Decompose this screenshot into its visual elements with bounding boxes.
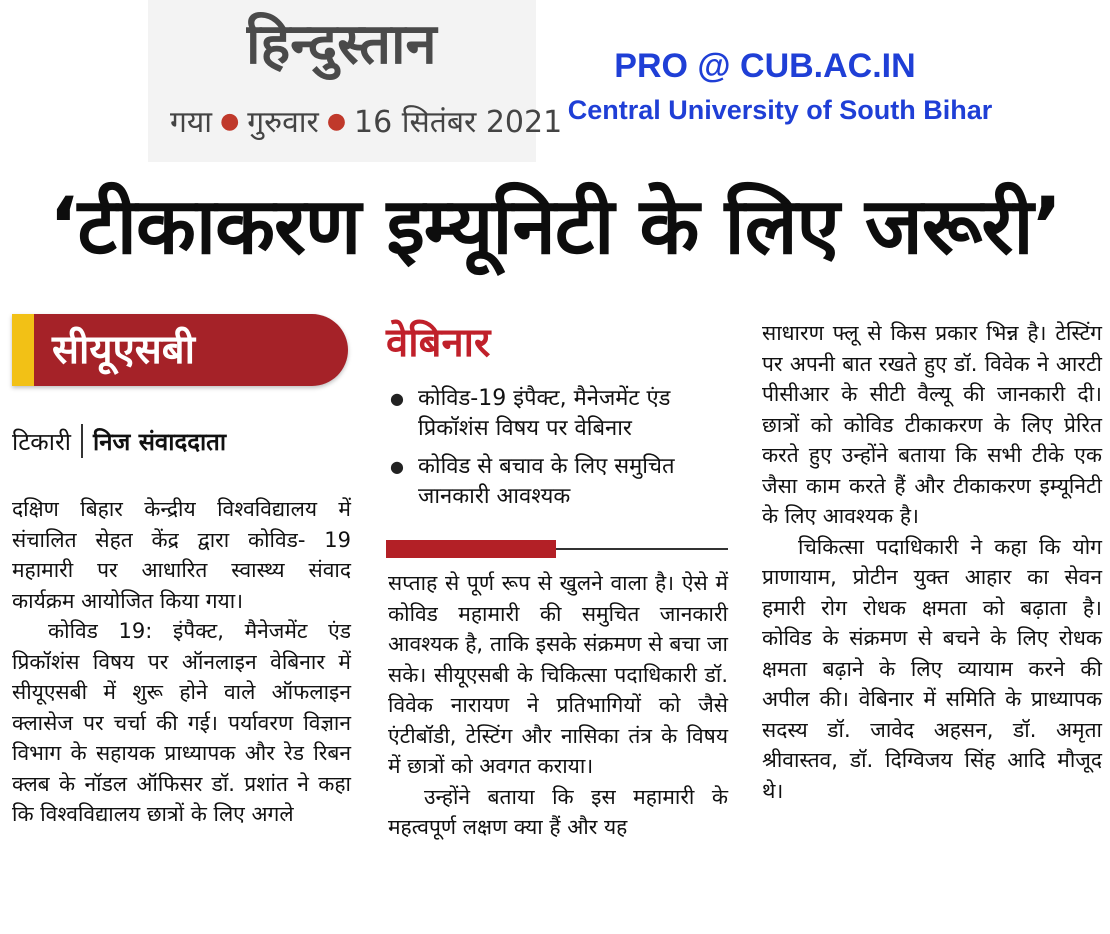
- highlights-list: [388, 384, 728, 520]
- university-name: Central University of South Bihar: [567, 95, 993, 125]
- dateline: [170, 102, 563, 142]
- byline: [12, 422, 352, 462]
- dateline-day: गुरुवार: [247, 105, 319, 140]
- webinar-label: वेबिनार: [386, 320, 491, 366]
- dateline-city: गया: [170, 105, 213, 140]
- masthead: [148, 0, 563, 162]
- byline-reporter: निज संवाददाता: [93, 428, 227, 456]
- divider-line: [556, 548, 728, 550]
- highlight-item: ● कोविड-19 इंपैक्ट, मैनेजमेंट एंड प्रिकॉशंस विषय पर वेबिनार: [388, 384, 728, 444]
- section-banner-label: सीयूएसबी: [52, 327, 195, 373]
- headline: ‘टीकाकरण इम्यूनिटी के लिए जरूरी’: [48, 182, 1062, 272]
- bullet-dot-icon: ●: [326, 109, 347, 134]
- paragraph: कोविड 19: इंपैक्ट, मैनेजमेंट एंड प्रिकॉशंस विषय पर ऑनलाइन वेबिनार में सीयूएसबी में शुरू होने वाले ऑफलाइन क्लासेज पर चर्चा की गई। पर्यावरण विज्ञान विभाग के सहायक प्राध्यापक और रेड रिबन क्लब के नॉडल ऑफिसर डॉ. प्रशांत ने कहा कि विश्वविद्यालय छात्रों के लिए अगले: [12, 619, 351, 826]
- paragraph: सप्ताह से पूर्ण रूप से खुलने वाला है। ऐसे में कोविड महामारी की समुचित जानकारी आवश्यक है, ताकि इसके संक्रमण से बचा जा सके। सीयूएसबी के चिकित्सा पदाधिकारी डॉ. विवेक नारायण ने प्रतिभागियों को जैसे एंटीबॉडी, टेस्टिंग और नासिका तंत्र के विषय में छात्रों को अवगत कराया।: [388, 571, 728, 778]
- paragraph: उन्होंने बताया कि इस महामारी के महत्वपूर्ण लक्षण क्या हैं और यह: [388, 784, 728, 839]
- byline-divider: [81, 424, 83, 458]
- divider-accent: [386, 540, 556, 558]
- highlight-item: ● कोविड से बचाव के लिए समुचित जानकारी आवश्यक: [388, 452, 728, 512]
- paragraph: चिकित्सा पदाधिकारी ने कहा कि योग प्राणायाम, प्रोटीन युक्त आहार का सेवन हमारी रोग रोधक क्षमता को बढ़ाता है। कोविड के संक्रमण से बचने के लिए रोधक क्षमता बढ़ाने के लिए व्यायाम करने की अपील की। वेबिनार में समिति के प्राध्यापक सदस्य डॉ. जावेद अहसन, डॉ. अमृता श्रीवास्तव, डॉ. दिग्विजय सिंह आदि मौजूद थे।: [762, 534, 1102, 803]
- byline-place: टिकारी: [12, 428, 71, 456]
- banner-stripe: [12, 314, 34, 386]
- paragraph: साधारण फ्लू से किस प्रकार भिन्न है। टेस्टिंग पर अपनी बात रखते हुए डॉ. विवेक ने आरटी पीसीआर के सीटी वैल्यू की जानकारी दी। छात्रों को कोविड टीकाकरण के लिए प्रेरित करते हुए उन्होंने बताया कि सभी टीके एक जैसा काम करते हैं और टीकाकरण इम्यूनिटी के लिए आवश्यक है।: [762, 321, 1102, 528]
- newspaper-logo: हिन्दुस्तान: [246, 11, 437, 77]
- dateline-date: 16 सितंबर 2021: [354, 105, 563, 140]
- article-column-2: [388, 568, 728, 843]
- pro-email: PRO @ CUB.AC.IN: [614, 47, 916, 85]
- paragraph: दक्षिण बिहार केन्द्रीय विश्वविद्यालय में संचालित सेहत केंद्र द्वारा कोविड- 19 महामारी पर आधारित स्वास्थ्य संवाद कार्यक्रम आयोजित किया गया।: [12, 497, 351, 613]
- article-column-3: [762, 318, 1102, 806]
- bullet-dot-icon: ●: [220, 109, 240, 134]
- article-column-1: [12, 494, 351, 830]
- section-banner: [12, 314, 348, 386]
